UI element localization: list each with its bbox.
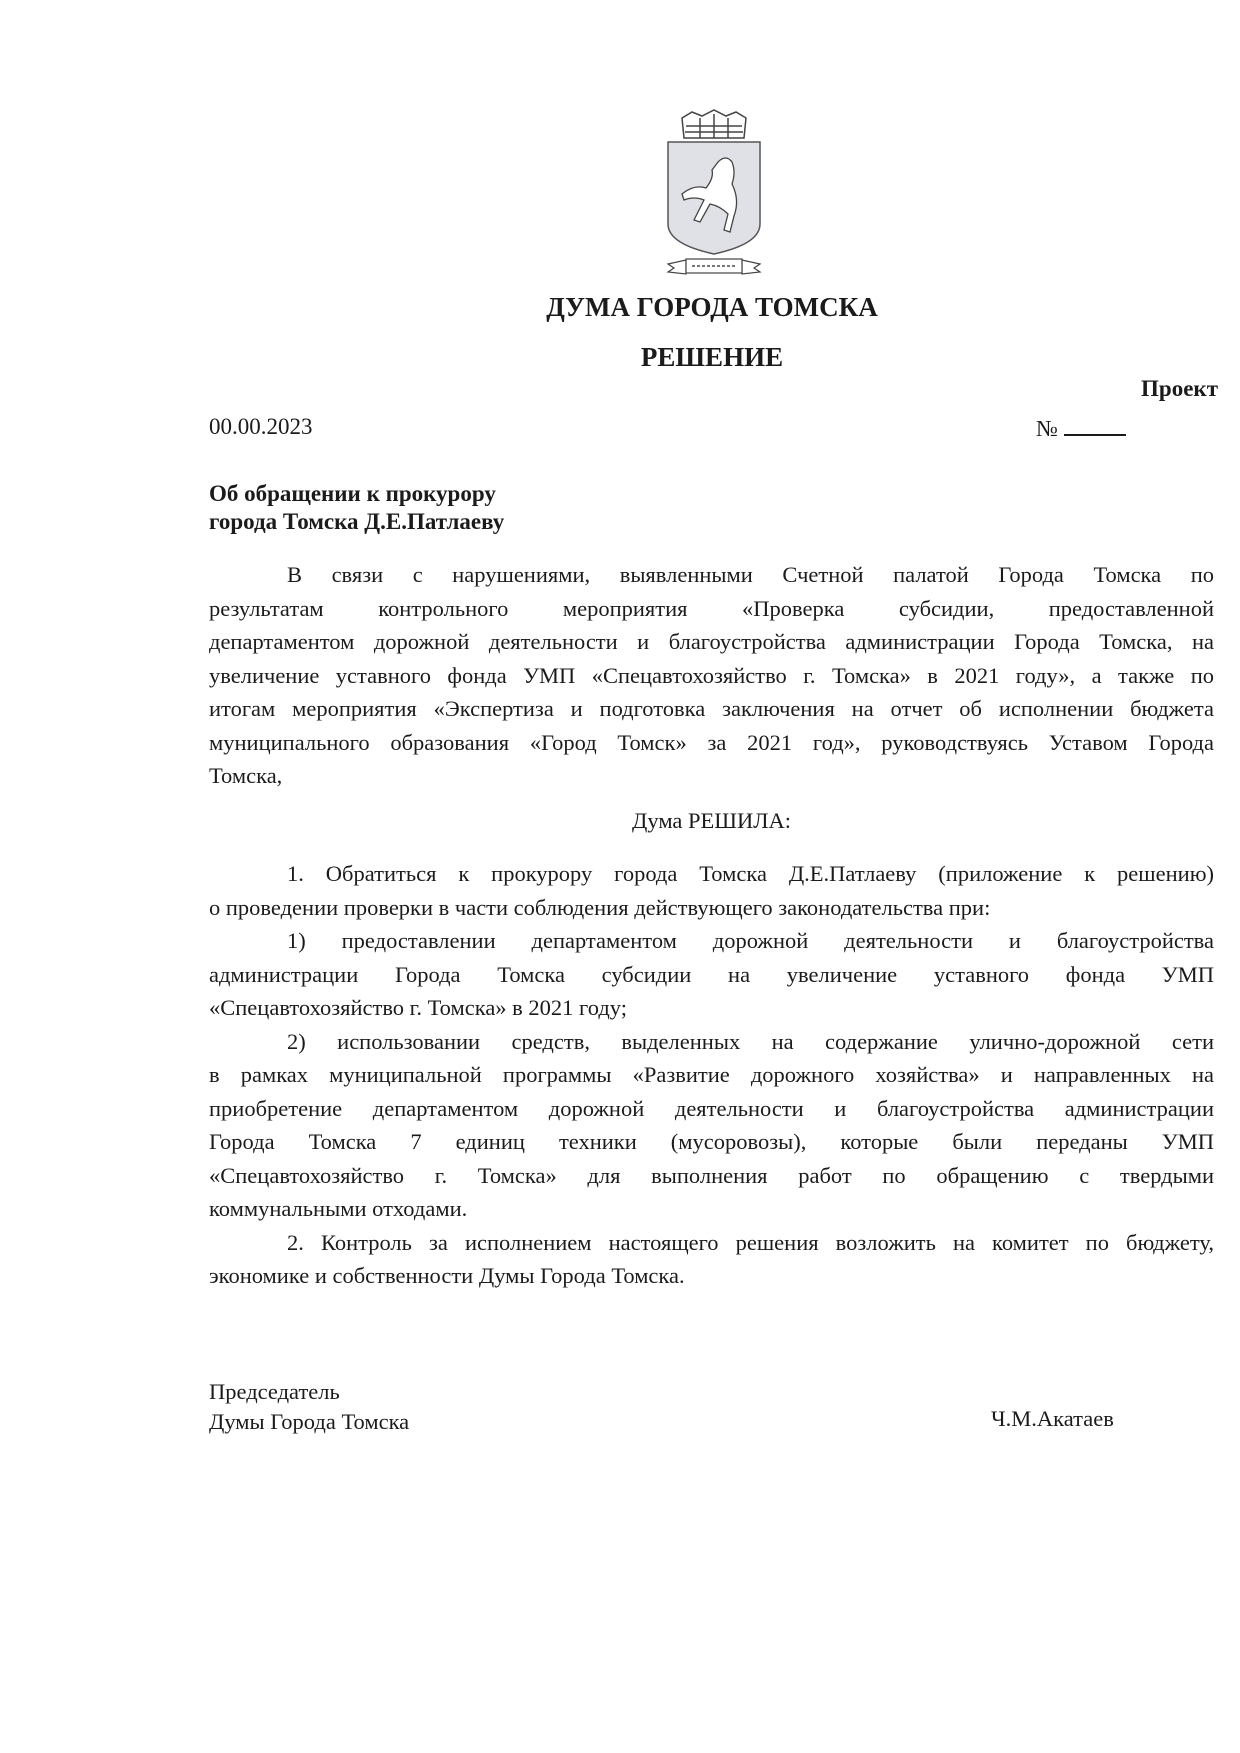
text-line: В связи с нарушениями, выявленными Счетной палатой Города Томска по — [287, 562, 1214, 587]
document-number — [1036, 414, 1126, 442]
text-line: в рамках муниципальной программы «Развитие дорожного хозяйства» и направленных на — [209, 1062, 1214, 1087]
document-body — [209, 558, 1214, 1293]
organization-title: ДУМА ГОРОДА ТОМСКА — [546, 292, 878, 322]
text-line: 1) предоставлении департаментом дорожной деятельности и благоустройства — [287, 928, 1214, 953]
text-line: коммунальными отходами. — [209, 1196, 468, 1221]
draft-label: Проект — [1141, 376, 1218, 401]
text-line: муниципального образования «Город Томск» за 2021 год», руководствуясь Уставом Города — [209, 729, 1214, 755]
text-line: Томска, — [209, 763, 283, 788]
signature-position-line: Председатель — [209, 1379, 340, 1404]
text-line: экономике и собственности Думы Города Томска. — [209, 1263, 685, 1288]
text-line: департаментом дорожной деятельности и благоустройства администрации Города Томска, на — [209, 629, 1214, 654]
number-blank — [1064, 414, 1126, 436]
text-line: «Спецавтохозяйство г. Томска» в 2021 году; — [209, 995, 627, 1020]
text-line: о проведении проверки в части соблюдения действующего законодательства при: — [209, 894, 991, 920]
signature-position — [209, 1377, 409, 1437]
subject-line: Об обращении к прокурору — [209, 481, 496, 506]
document-type: РЕШЕНИЕ — [640, 342, 784, 372]
number-label: № — [1036, 416, 1058, 441]
text-line: результатам контрольного мероприятия «Проверка субсидии, предоставленной — [209, 595, 1214, 621]
text-line: Города Томска 7 единиц техники (мусоровозы), которые были переданы УМП — [209, 1129, 1214, 1154]
document-subject — [209, 480, 504, 536]
subject-line: города Томска Д.Е.Патлаеву — [209, 509, 505, 534]
text-line: администрации Города Томска субсидии на увеличение уставного фонда УМП — [209, 961, 1214, 987]
text-line: приобретение департаментом дорожной деятельности и благоустройства администрации — [209, 1095, 1214, 1121]
item-2 — [209, 1226, 1214, 1293]
document-date: 00.00.2023 — [209, 414, 313, 439]
item-1-2 — [209, 1025, 1214, 1226]
text-line: 2) использовании средств, выделенных на содержание улично-дорожной сети — [287, 1028, 1214, 1054]
signatory-name: Ч.М.Акатаев — [991, 1406, 1114, 1431]
text-line: 1. Обратиться к прокурору города Томска Д.Е.Патлаеву (приложение к решению) — [287, 861, 1214, 886]
text-line: «Спецавтохозяйство г. Томска» для выполнения работ по обращению с твердыми — [209, 1162, 1214, 1188]
coat-of-arms-emblem — [660, 104, 768, 282]
signature-position-line: Думы Города Томска — [209, 1409, 410, 1434]
item-1 — [209, 857, 1214, 924]
text-line: увеличение уставного фонда УМП «Спецавтохозяйство г. Томска» в 2021 году», а также по — [209, 662, 1214, 688]
preamble-paragraph — [209, 558, 1214, 793]
item-1-1 — [209, 924, 1214, 1025]
text-line: 2. Контроль за исполнением настоящего решения возложить на комитет по бюджету, — [287, 1229, 1214, 1255]
text-line: итогам мероприятия «Экспертиза и подготовка заключения на отчет об исполнении бюджета — [209, 696, 1214, 721]
resolved-heading: Дума РЕШИЛА: — [632, 807, 791, 833]
